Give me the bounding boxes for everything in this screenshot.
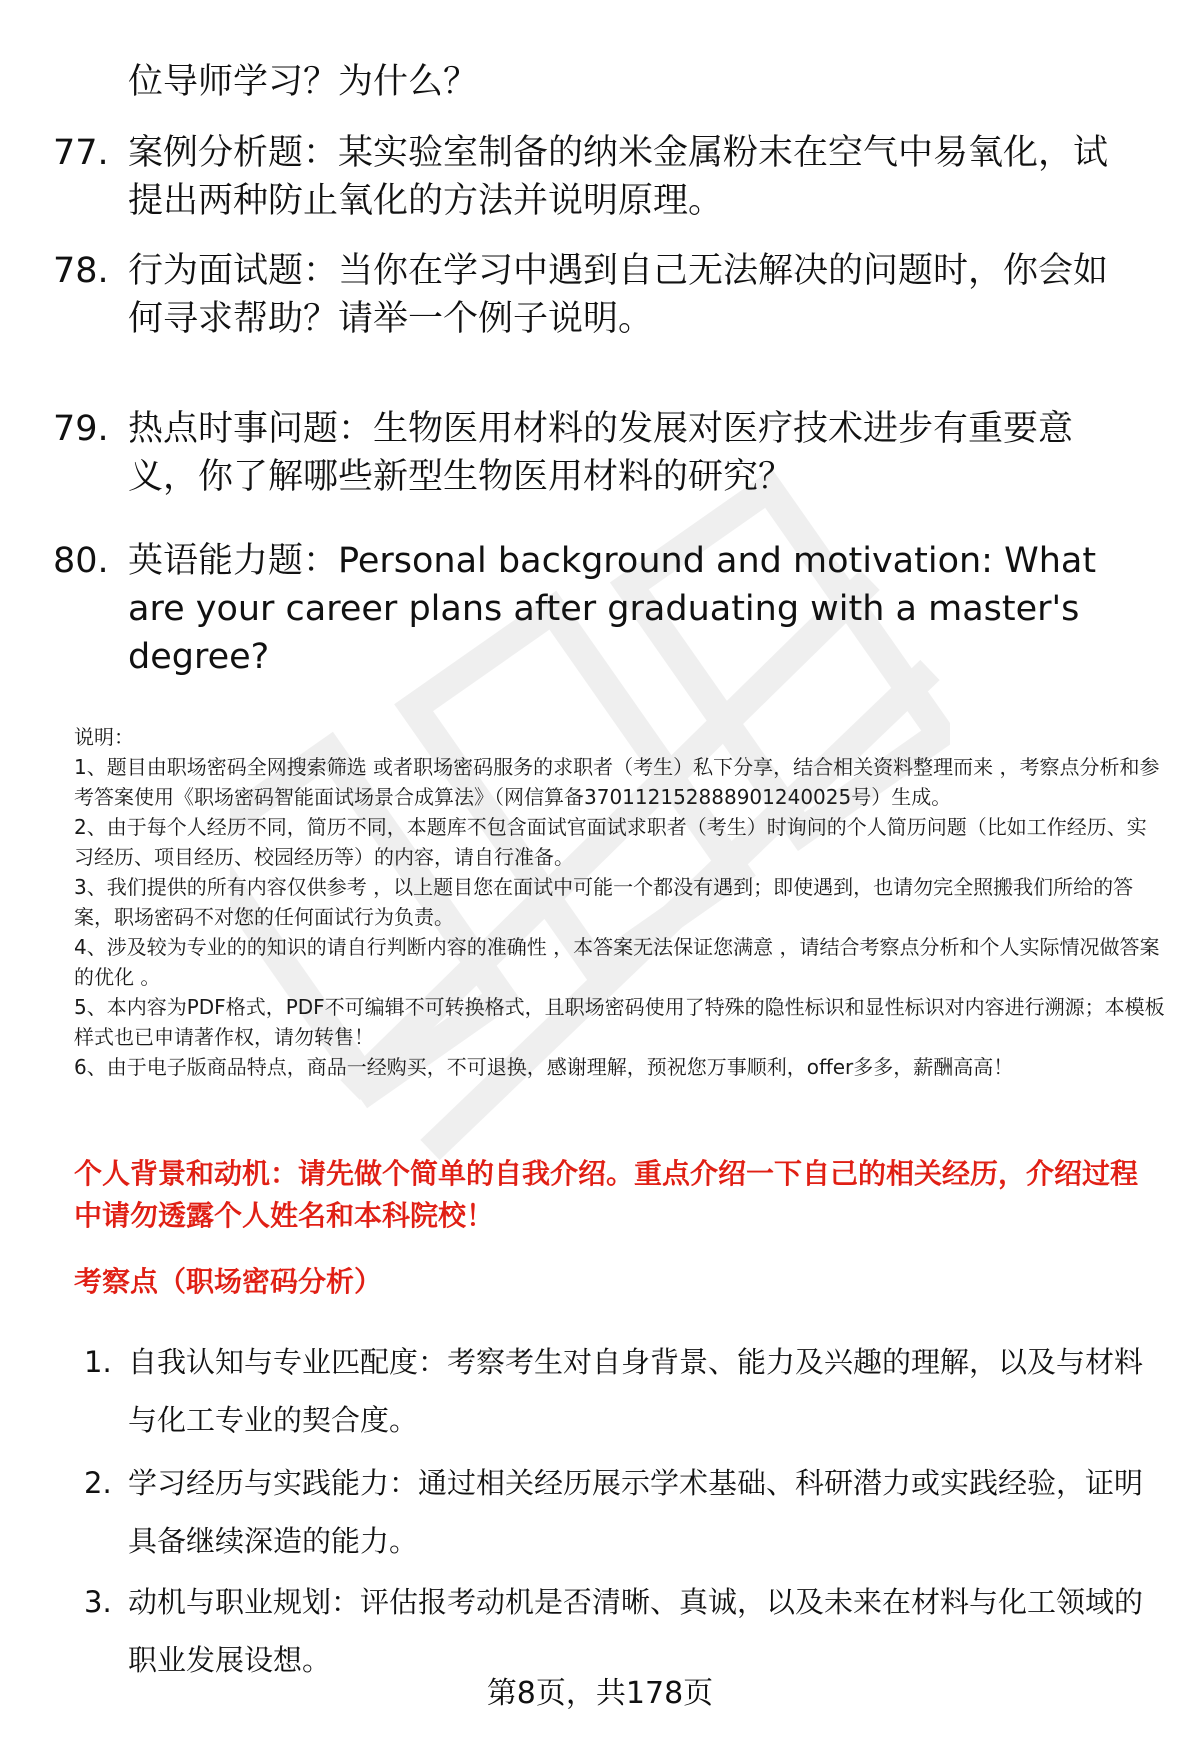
question-number: 77. bbox=[53, 133, 109, 173]
question-item bbox=[53, 405, 1143, 501]
note-item: 5、本内容为PDF格式，PDF不可编辑不可转换格式，且职场密码使用了特殊的隐性标识和显性标识对内容进行溯源；本模板样式也已申请著作权，请勿转售！ bbox=[74, 995, 1165, 1049]
point-text: 动机与职业规划：评估报考动机是否清晰、真诚，以及未来在材料与化工领域的职业发展设想。 bbox=[128, 1585, 1144, 1677]
analysis-heading: 考察点（职场密码分析） bbox=[74, 1265, 383, 1298]
question-number: 80. bbox=[53, 541, 109, 581]
question-text: 热点时事问题：生物医用材料的发展对医疗技术进步有重要意义，你了解哪些新型生物医用材料的研究？ bbox=[128, 409, 1074, 497]
question-number: 79. bbox=[53, 409, 109, 449]
note-item: 2、由于每个人经历不同，简历不同，本题库不包含面试官面试求职者（考生）时询问的个人简历问题（比如工作经历、实习经历、项目经历、校园经历等）的内容，请自行准备。 bbox=[74, 815, 1147, 869]
question-number: 78. bbox=[53, 251, 109, 291]
question-prompt: 个人背景和动机：请先做个简单的自我介绍。重点介绍一下自己的相关经历，介绍过程中请勿透露个人姓名和本科院校！ bbox=[74, 1157, 1139, 1232]
point-text: 学习经历与实践能力：通过相关经历展示学术基础、科研潜力或实践经验，证明具备继续深造的能力。 bbox=[128, 1466, 1144, 1558]
question-item bbox=[53, 129, 1143, 225]
question-text: 案例分析题：某实验室制备的纳米金属粉末在空气中易氧化，试提出两种防止氧化的方法并说明原理。 bbox=[128, 133, 1109, 221]
point-number: 3. bbox=[84, 1585, 112, 1619]
question-text: 英语能力题：Personal background and motivation: What are your career plans after graduating with a master's degree? bbox=[128, 541, 1097, 677]
analysis-point bbox=[84, 1454, 1164, 1570]
question-text: 行为面试题：当你在学习中遇到自己无法解决的问题时，你会如何寻求帮助？请举一个例子说明。 bbox=[128, 251, 1109, 339]
question-item bbox=[53, 537, 1143, 681]
point-text: 自我认知与专业匹配度：考察考生对自身背景、能力及兴趣的理解，以及与材料与化工专业的契合度。 bbox=[128, 1345, 1144, 1437]
point-number: 1. bbox=[84, 1345, 112, 1379]
note-item: 3、我们提供的所有内容仅供参考 ，以上题目您在面试中可能一个都没有遇到；即使遇到，也请勿完全照搬我们所给的答案，职场密码不对您的任何面试行为负责。 bbox=[74, 875, 1134, 929]
question-item bbox=[53, 247, 1143, 343]
notes-title: 说明： bbox=[74, 725, 134, 749]
question-continuation: 位导师学习？为什么？ bbox=[128, 62, 479, 102]
note-item: 6、由于电子版商品特点，商品一经购买，不可退换，感谢理解，预祝您万事顺利，offer多多，薪酬高高！ bbox=[74, 1055, 1014, 1079]
analysis-point bbox=[84, 1333, 1164, 1449]
note-item: 1、题目由职场密码全网搜索筛选 或者职场密码服务的求职者（考生）私下分享，结合相关资料整理而来 ，考察点分析和参考答案使用《职场密码智能面试场景合成算法》（网信算备370112152888901240025号）生成。 bbox=[74, 755, 1160, 809]
notes-section bbox=[74, 722, 1166, 1082]
page-footer: 第8页，共178页 bbox=[486, 1676, 714, 1711]
note-item: 4、涉及较为专业的的知识的请自行判断内容的准确性 ，本答案无法保证您满意 ，请结合考察点分析和个人实际情况做答案的优化 。 bbox=[74, 935, 1160, 989]
point-number: 2. bbox=[84, 1466, 112, 1500]
